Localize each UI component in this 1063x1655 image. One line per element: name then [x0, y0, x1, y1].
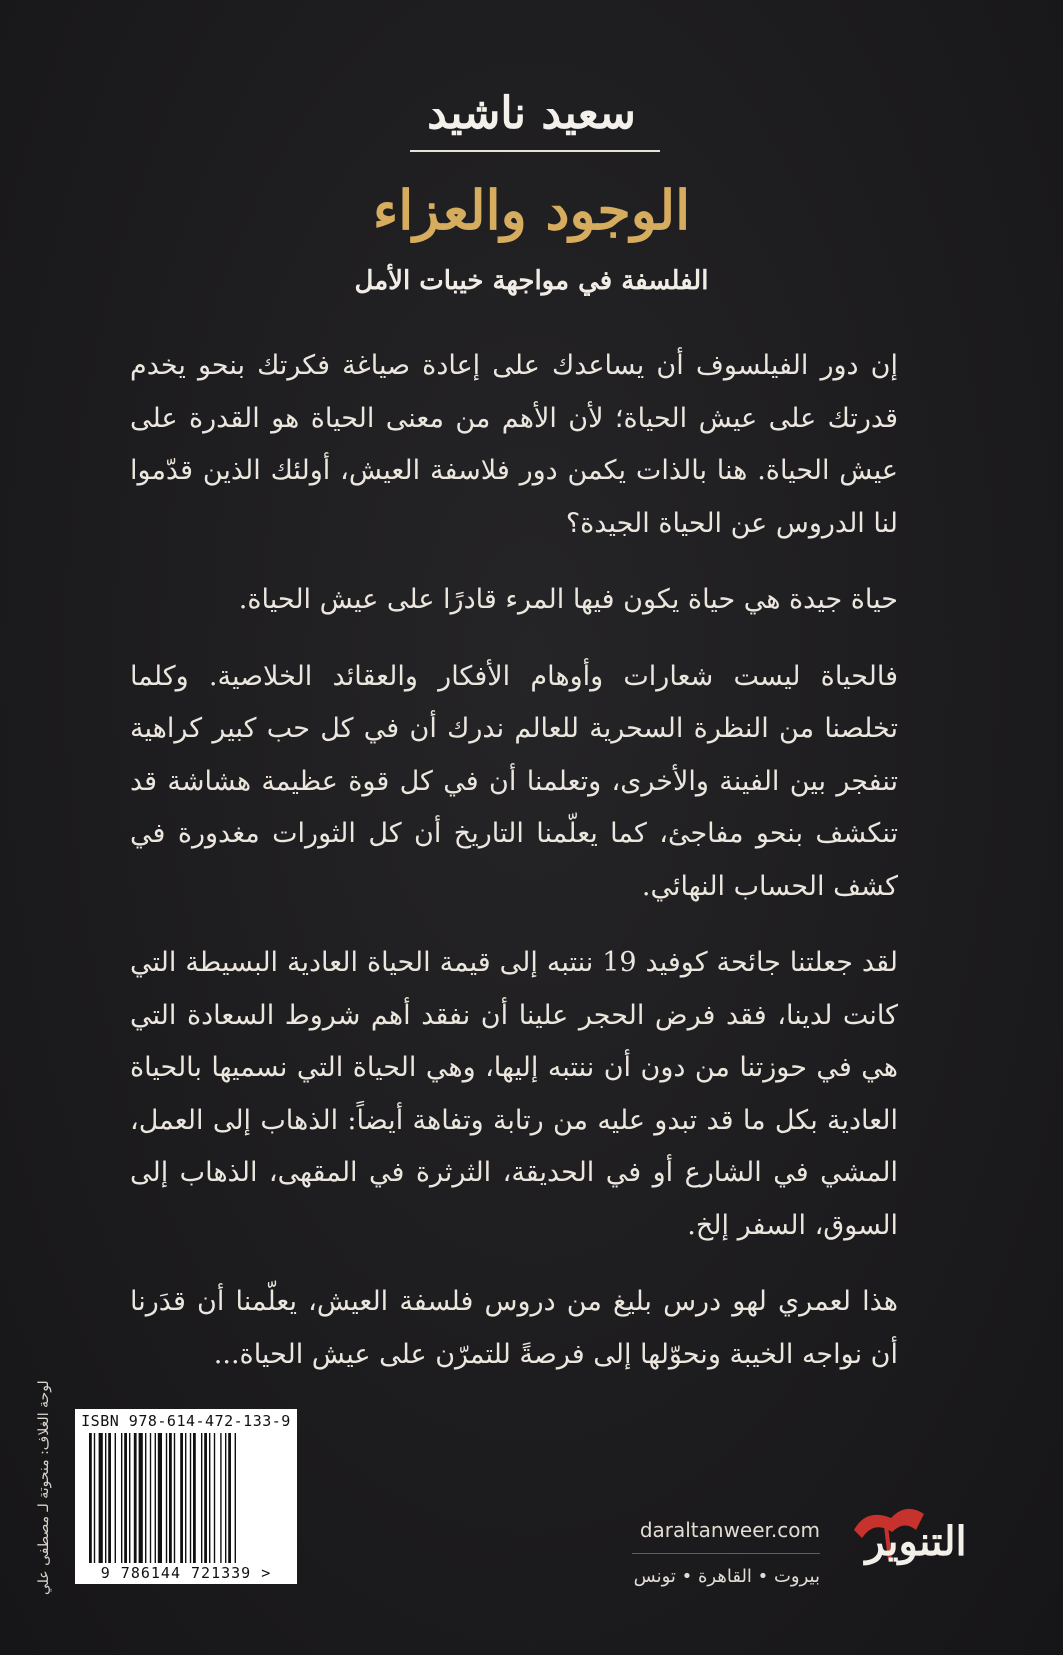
publisher-divider: [632, 1553, 820, 1554]
cover-art-credit: لوحة الغلاف: منحوتة لـ مصطفى علي: [36, 1380, 52, 1595]
book-subtitle: الفلسفة في مواجهة خيبات الأمل: [354, 266, 709, 296]
author-divider: [410, 150, 660, 152]
barcode-number: 9 786144 721339 >: [100, 1564, 272, 1582]
blurb-paragraph: فالحياة ليست شعارات وأوهام الأفكار والعقائد الخلاصية. وكلما تخلصنا من النظرة السحرية للعالم ندرك أن في كل حب كبير كراهية تنفجر بين الفينة والأخرى، وتعلمنا أن في كل قوة عظيمة هشاشة قد تنكشف بنحو مفاجئ، كما يعلّمنا التاريخ أن كل الثورات مغدورة في كشف الحساب النهائي.: [130, 660, 898, 902]
blurb-paragraph: هذا لعمري لهو درس بليغ من دروس فلسفة العيش، يعلّمنا أن قدَرنا أن نواجه الخيبة ونحوّلها إلى فرصةً للتمرّن على عيش الحياة...: [130, 1286, 898, 1370]
publisher-website: daraltanweer.com: [639, 1518, 820, 1542]
blurb-paragraph: حياة جيدة هي حياة يكون فيها المرء قادرًا على عيش الحياة.: [238, 584, 898, 615]
author-name: سعيد ناشيد: [427, 88, 636, 139]
isbn-barcode: [75, 1409, 297, 1584]
blurb-text: [130, 340, 898, 1405]
publisher-cities: بيروت • القاهرة • تونس: [633, 1566, 820, 1587]
blurb-paragraph: لقد جعلتنا جائحة كوفيد 19 ننتبه إلى قيمة الحياة العادية البسيطة التي كانت لدينا، فقد فرض الحجر علينا أن نفقد أهم شروط السعادة التي هي في حوزتنا من دون أن ننتبه إليها، وهي الحياة التي نسميها بالحياة العادية بكل ما قد تبدو عليه من رتابة وتفاهة أيضاً: الذهاب إلى العمل، المشي في الشارع أو في الحديقة، الثرثرة في المقهى، الذهاب إلى السوق، السفر إلخ.: [130, 947, 898, 1241]
isbn-label: ISBN 978-614-472-133-9: [81, 1412, 291, 1430]
publisher-logo: التنوير: [865, 1518, 967, 1565]
barcode-bars: [87, 1433, 285, 1563]
blurb-paragraph: إن دور الفيلسوف أن يساعدك على إعادة صياغة فكرتك بنحو يخدم قدرتك على عيش الحياة؛ لأن الأهم من معنى الحياة هو القدرة على عيش الحياة. هنا بالذات يكمن دور فلاسفة العيش، أولئك الذين قدّموا لنا الدروس عن الحياة الجيدة؟: [130, 350, 898, 539]
book-title: الوجود والعزاء: [372, 178, 691, 242]
